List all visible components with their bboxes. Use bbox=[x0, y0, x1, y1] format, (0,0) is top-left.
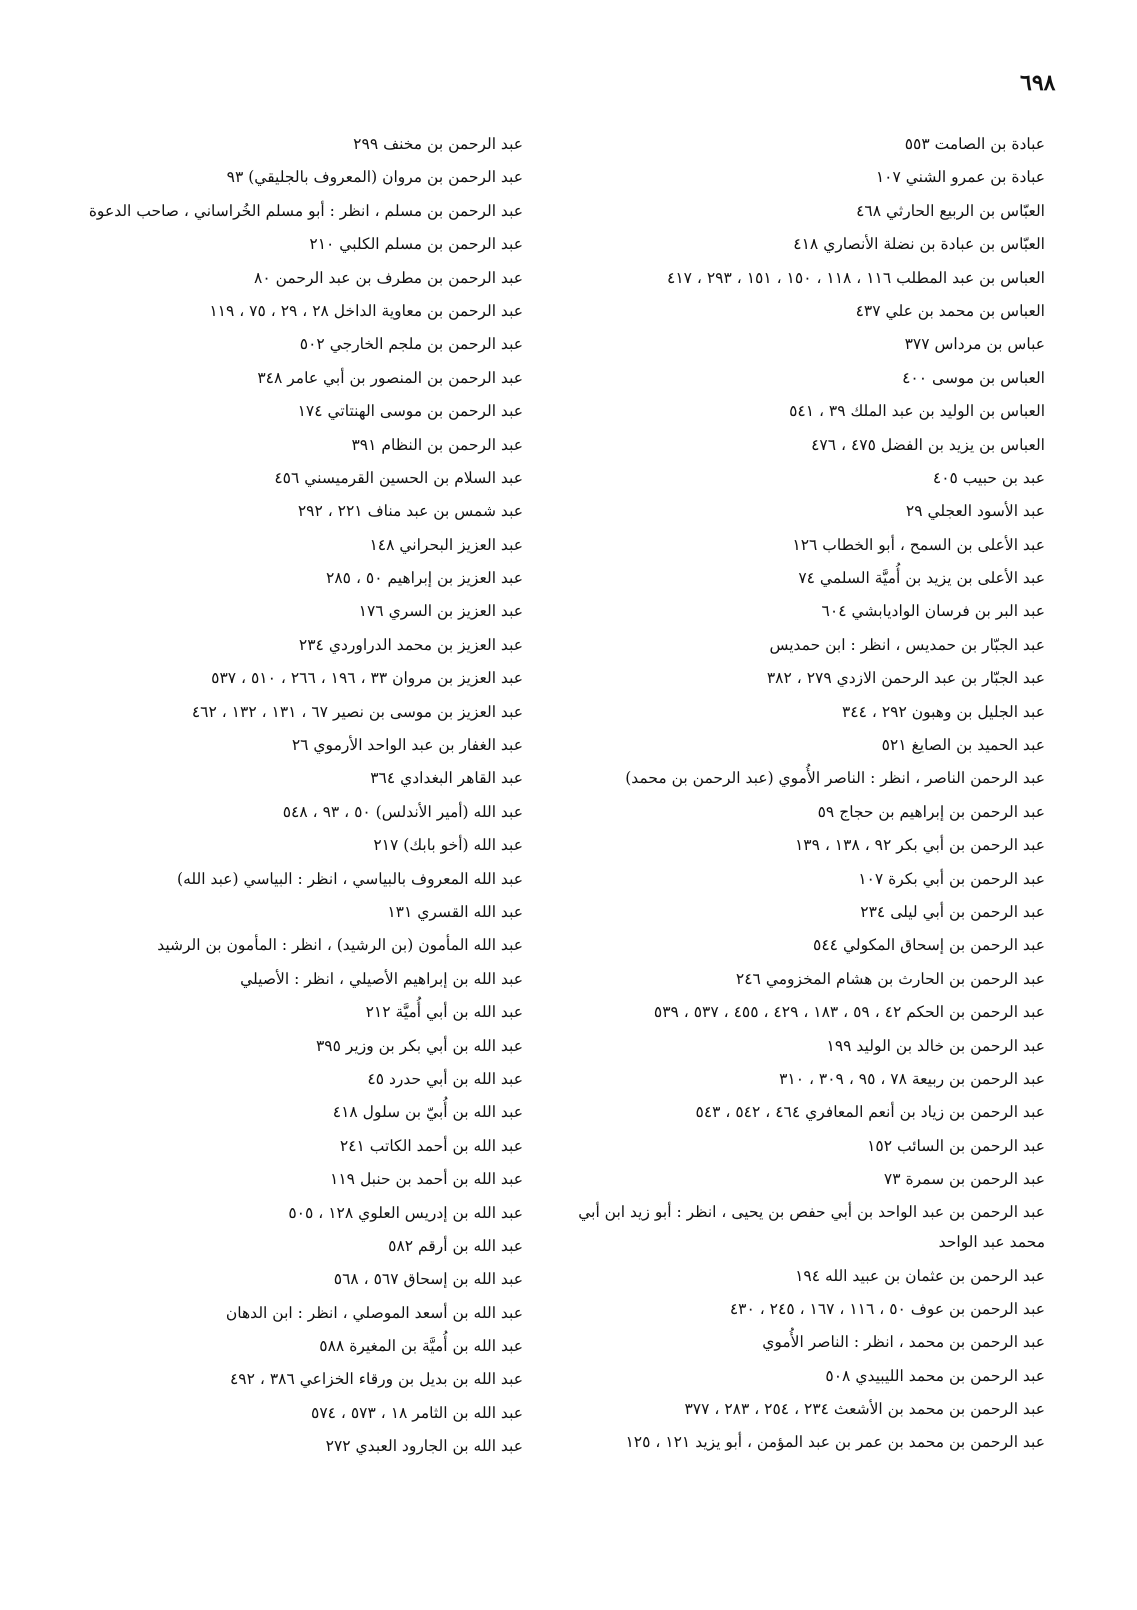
index-entry: عبد الرحمن بن مسلم ، انظر : أبو مسلم الخُراساني ، صاحب الدعوة bbox=[88, 201, 523, 220]
index-entry: عبد الأعلى بن السمح ، أبو الخطاب ١٢٦ bbox=[792, 535, 1045, 554]
index-entry: عبد القاهر البغدادي ٣٦٤ bbox=[370, 769, 523, 788]
index-entry: عبد العزيز بن إبراهيم ٥٠ ، ٢٨٥ bbox=[326, 569, 523, 588]
index-entry: عبد الجبّار بن عبد الرحمن الازدي ٢٧٩ ، ٣٨٢ bbox=[766, 669, 1045, 688]
index-entry: عبد شمس بن عبد مناف ٢٢١ ، ٢٩٢ bbox=[297, 502, 523, 521]
index-entry: العباس بن يزيد بن الفضل ٤٧٥ ، ٤٧٦ bbox=[811, 435, 1045, 454]
index-entry: عبد الله بن إدريس العلوي ١٢٨ ، ٥٠٥ bbox=[288, 1203, 523, 1222]
index-entry: عبد الله بن أبي أُميَّة ٢١٢ bbox=[365, 1003, 523, 1022]
index-entry: عبد العزيز البحراني ١٤٨ bbox=[369, 535, 523, 554]
index-entry: عبد الله بن أبي بكر بن وزير ٣٩٥ bbox=[315, 1036, 523, 1055]
index-entry: عبد الرحمن بن إبراهيم بن حجاج ٥٩ bbox=[817, 802, 1045, 821]
index-entry: عبد الرحمن بن مسلم الكلبي ٢١٠ bbox=[309, 235, 523, 254]
index-entry: عبد الله بن أرقم ٥٨٢ bbox=[388, 1236, 523, 1255]
index-entry: عبد الله (أمير الأندلس) ٥٠ ، ٩٣ ، ٥٤٨ bbox=[282, 802, 523, 821]
index-entry: عبد الجليل بن وهبون ٢٩٢ ، ٣٤٤ bbox=[841, 702, 1045, 721]
index-entry: عبد الأسود العجلي ٢٩ bbox=[905, 502, 1045, 521]
index-entry: عبد الرحمن بن معاوية الداخل ٢٨ ، ٢٩ ، ٧٥ ، ١١٩ bbox=[209, 301, 523, 320]
index-entry: عبد الحميد بن الصايغ ٥٢١ bbox=[881, 736, 1045, 755]
index-entry: عبد الله المعروف بالبياسي ، انظر : البياسي (عبد الله) bbox=[177, 869, 523, 888]
index-entry: عبد الرحمن بن مخنف ٢٩٩ bbox=[353, 135, 523, 153]
index-entry: عبد الرحمن بن عوف ٥٠ ، ١١٦ ، ١٦٧ ، ٢٤٥ ، ٤٣٠ bbox=[729, 1299, 1045, 1318]
index-entry: عبد الله (أخو بابك) ٢١٧ bbox=[373, 836, 523, 855]
index-column-left bbox=[83, 128, 523, 1464]
index-entry: عبد الرحمن بن سمرة ٧٣ bbox=[883, 1170, 1045, 1189]
index-entry: عبد الرحمن بن ربيعة ٧٨ ، ٩٥ ، ٣٠٩ ، ٣١٠ bbox=[779, 1069, 1045, 1088]
index-entry: عبد الله بن الجارود العبدي ٢٧٢ bbox=[325, 1437, 523, 1456]
index-entry: عبد الرحمن بن ملجم الخارجي ٥٠٢ bbox=[299, 335, 523, 354]
index-entry: العباس بن محمد بن علي ٤٣٧ bbox=[855, 301, 1045, 320]
index-entry: عبادة بن الصامت ٥٥٣ bbox=[904, 135, 1045, 153]
index-entry: عبد الرحمن بن مروان (المعروف بالجليقي) ٩٣ bbox=[226, 168, 523, 187]
index-entry: عبد الله بن أُميَّة بن المغيرة ٥٨٨ bbox=[319, 1337, 523, 1356]
index-entry: عبد الرحمن بن السائب ١٥٢ bbox=[867, 1136, 1045, 1155]
index-entry: عبد الله بن أُبيّ بن سلول ٤١٨ bbox=[332, 1103, 523, 1122]
index-entry: العبّاس بن عبادة بن نضلة الأنصاري ٤١٨ bbox=[793, 235, 1045, 254]
index-entry: عبد الرحمن الناصر ، انظر : الناصر الأُموي (عبد الرحمن بن محمد) bbox=[625, 769, 1045, 788]
index-entry: عبد الرحمن بن المنصور بن أبي عامر ٣٤٨ bbox=[257, 368, 523, 387]
index-entry: عبد الرحمن بن محمد الليبيدي ٥٠٨ bbox=[825, 1366, 1045, 1385]
index-entry: عبد العزيز بن مروان ٣٣ ، ١٩٦ ، ٢٦٦ ، ٥١٠ ، ٥٣٧ bbox=[211, 669, 523, 688]
page-number: ٦٩٨ bbox=[1020, 70, 1056, 96]
index-entry: عباس بن مرداس ٣٧٧ bbox=[904, 335, 1045, 354]
index-entry: العباس بن عبد المطلب ١١٦ ، ١١٨ ، ١٥٠ ، ١٥١ ، ٢٩٣ ، ٤١٧ bbox=[667, 268, 1045, 287]
index-entry: عبد الرحمن بن موسى الهنتاتي ١٧٤ bbox=[297, 402, 523, 421]
index-entry: عبد الله بن بديل بن ورقاء الخزاعي ٣٨٦ ، ٤٩٢ bbox=[229, 1370, 523, 1389]
index-entry: عبد الله القسري ١٣١ bbox=[387, 902, 523, 921]
index-entry: عبد الرحمن بن محمد ، انظر : الناصر الأُموي bbox=[762, 1333, 1045, 1352]
index-entry: عبد العزيز بن السري ١٧٦ bbox=[358, 602, 523, 621]
index-entry: عبد العزيز بن محمد الدراوردي ٢٣٤ bbox=[298, 635, 523, 654]
index-entry: عبد الرحمن بن الحكم ٤٢ ، ٥٩ ، ١٨٣ ، ٤٢٩ ، ٤٥٥ ، ٥٣٧ ، ٥٣٩ bbox=[653, 1003, 1045, 1022]
index-entry: عبد الرحمن بن عثمان بن عبيد الله ١٩٤ bbox=[795, 1266, 1045, 1285]
index-entry: عبد الأعلى بن يزيد بن أُميَّة السلمي ٧٤ bbox=[798, 569, 1045, 588]
index-entry: عبد الله بن أبي حدرد ٤٥ bbox=[367, 1069, 523, 1088]
index-entry: عبد الغفار بن عبد الواحد الأرموي ٢٦ bbox=[291, 736, 523, 755]
index-entry: عبد الله بن إبراهيم الأصيلي ، انظر : الأصيلي bbox=[240, 969, 523, 988]
index-entry: عبد الرحمن بن خالد بن الوليد ١٩٩ bbox=[826, 1036, 1045, 1055]
index-entry: عبد الرحمن بن إسحاق المكولي ٥٤٤ bbox=[813, 936, 1045, 955]
index-entry: عبد الله بن أحمد بن حنبل ١١٩ bbox=[330, 1170, 523, 1189]
index-entry: عبد بن حبيب ٤٠٥ bbox=[932, 468, 1045, 487]
index-entry: عبد الرحمن بن محمد بن الأشعث ٢٣٤ ، ٢٥٤ ، ٢٨٣ ، ٣٧٧ bbox=[684, 1400, 1045, 1419]
index-entry: عبد العزيز بن موسى بن نصير ٦٧ ، ١٣١ ، ١٣٢ ، ٤٦٢ bbox=[191, 702, 523, 721]
index-entry: عبد الرحمن بن أبي بكرة ١٠٧ bbox=[858, 869, 1045, 888]
index-entry: عبد الجبّار بن حمديس ، انظر : ابن حمديس bbox=[769, 635, 1045, 654]
index-column-right bbox=[575, 128, 1045, 1460]
index-entry: عبد الرحمن بن أبي ليلى ٢٣٤ bbox=[860, 902, 1045, 921]
index-entry: عبد السلام بن الحسين القرميسني ٤٥٦ bbox=[274, 468, 523, 487]
index-entry: عبد الرحمن بن الحارث بن هشام المخزومي ٢٤٦ bbox=[735, 969, 1045, 988]
index-entry: العباس بن موسى ٤٠٠ bbox=[902, 368, 1045, 387]
index-entry: العباس بن الوليد بن عبد الملك ٣٩ ، ٥٤١ bbox=[789, 402, 1045, 421]
index-entry: عبد الله بن الثامر ١٨ ، ٥٧٣ ، ٥٧٤ bbox=[311, 1403, 523, 1422]
index-entry: العبّاس بن الربيع الحارثي ٤٦٨ bbox=[856, 201, 1045, 220]
index-entry: عبد الرحمن بن مطرف بن عبد الرحمن ٨٠ bbox=[254, 268, 523, 287]
index-entry: عبد الرحمن بن عبد الواحد بن أبي حفص بن يحيى ، انظر : أبو زيد ابن أبي محمد عبد الواحد bbox=[578, 1202, 1045, 1251]
index-entry: عبد البر بن فرسان الواديابشي ٦٠٤ bbox=[821, 602, 1045, 621]
index-entry: عبد الرحمن بن أبي بكر ٩٢ ، ١٣٨ ، ١٣٩ bbox=[794, 836, 1045, 855]
index-entry: عبد الرحمن بن محمد بن عمر بن عبد المؤمن ، أبو يزيد ١٢١ ، ١٢٥ bbox=[625, 1433, 1045, 1452]
index-entry: عبد الله بن أسعد الموصلي ، انظر : ابن الدهان bbox=[225, 1303, 523, 1322]
index-entry: عبادة بن عمرو الشني ١٠٧ bbox=[875, 168, 1045, 187]
index-entry: عبد الرحمن بن النظام ٣٩١ bbox=[351, 435, 523, 454]
index-entry: عبد الرحمن بن زياد بن أنعم المعافري ٤٦٤ ، ٥٤٢ ، ٥٤٣ bbox=[695, 1103, 1045, 1122]
index-entry: عبد الله بن أحمد الكاتب ٢٤١ bbox=[339, 1136, 523, 1155]
index-entry: عبد الله بن إسحاق ٥٦٧ ، ٥٦٨ bbox=[333, 1270, 523, 1289]
index-entry: عبد الله المأمون (بن الرشيد) ، انظر : المأمون بن الرشيد bbox=[157, 936, 523, 955]
